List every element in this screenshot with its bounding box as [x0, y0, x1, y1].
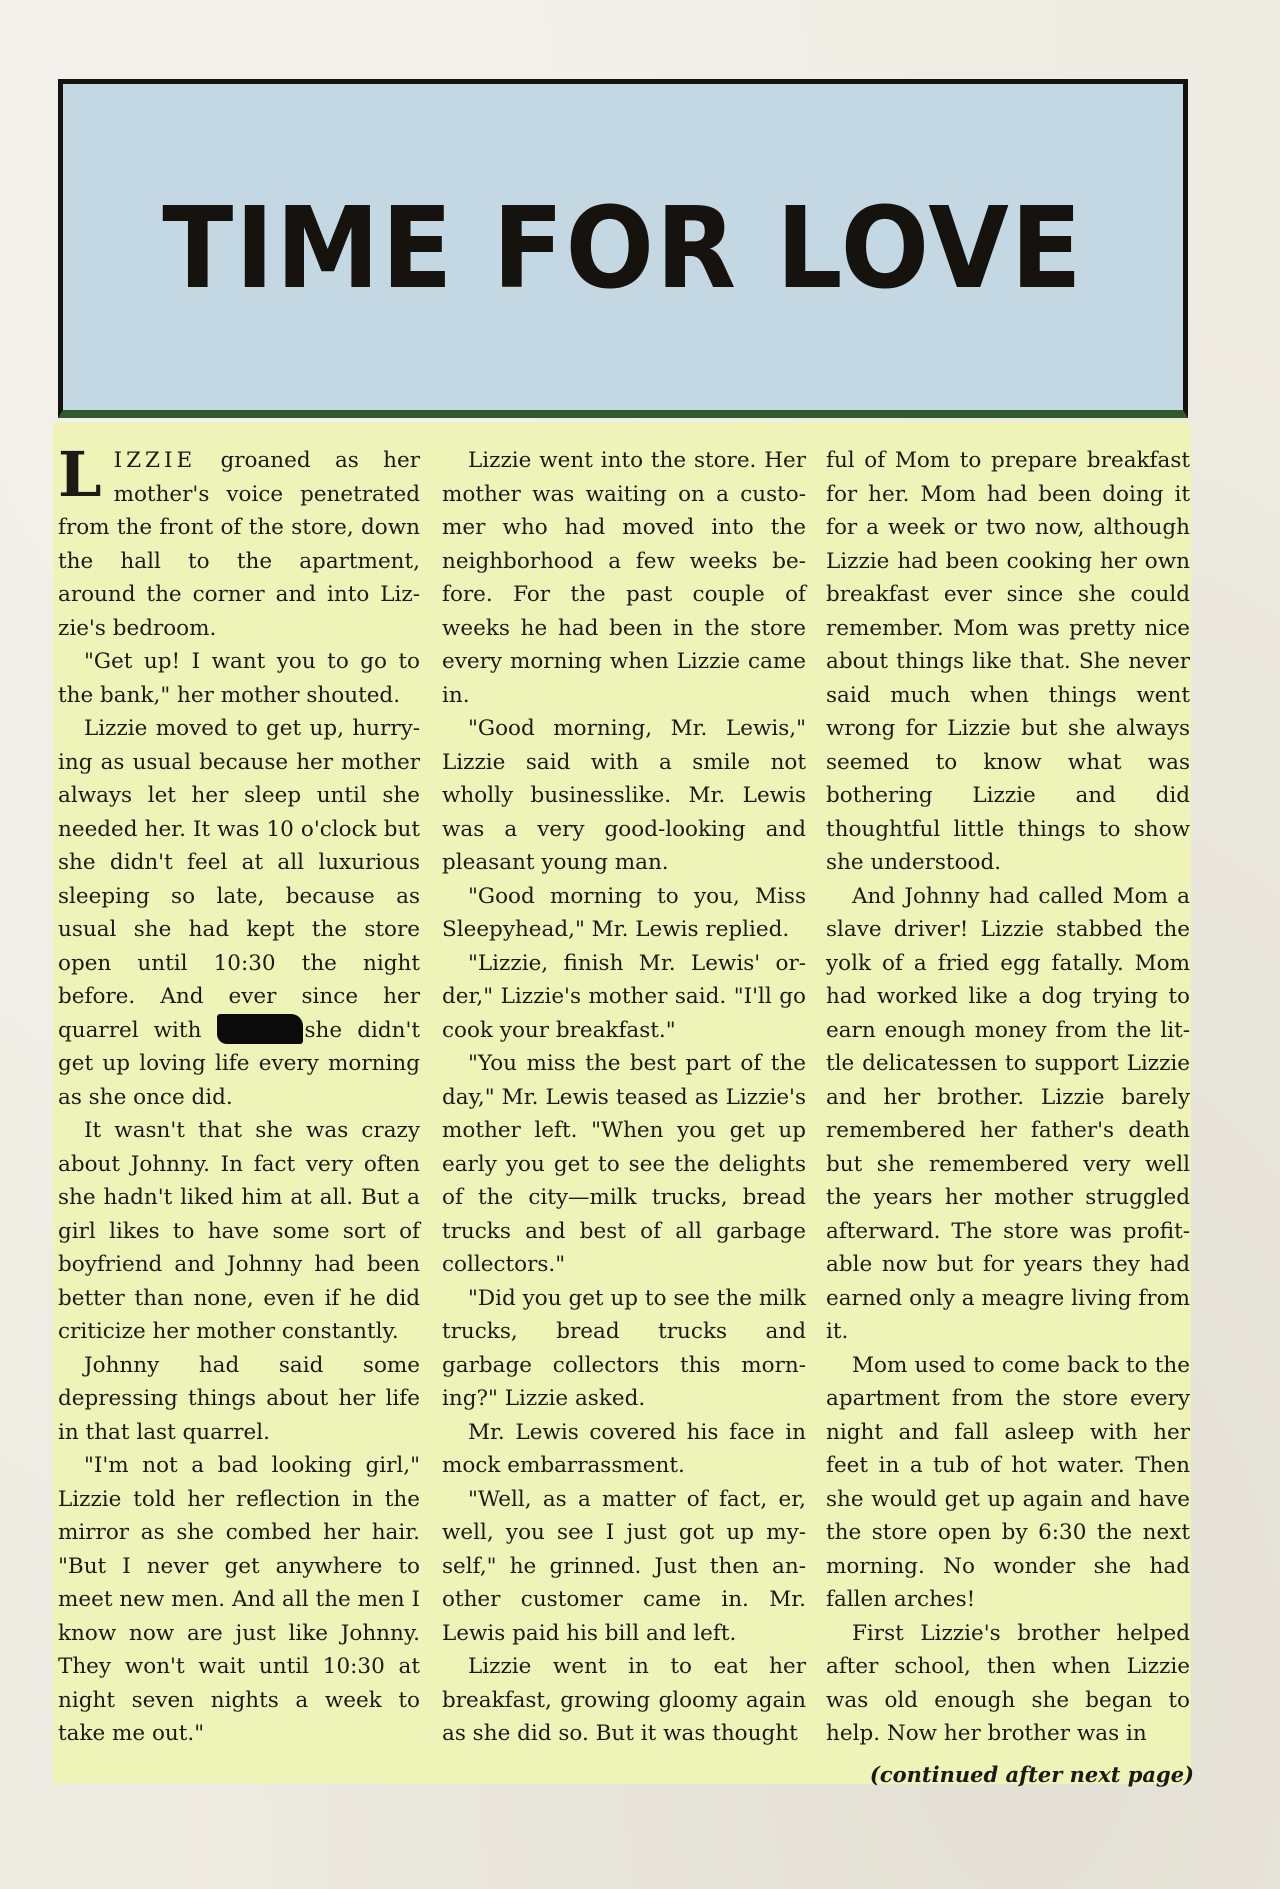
- paragraph: [58, 438, 420, 645]
- paragraph: It wasn't that she was crazy about Johnny. In fact very often she hadn't liked him at all. But a girl likes to have some sort of boyfriend and Johnny had been better than none, even if he did criticize her mother constantly.: [58, 1118, 420, 1344]
- drop-cap: L: [58, 438, 102, 511]
- paragraph: Lizzie went into the store. Her mother was waiting on a customer who had moved into the neighborhood a few weeks before. For the past couple of weeks he had been in the store every morning when Lizzie came in.: [442, 448, 806, 708]
- paragraph: [58, 712, 420, 1114]
- paragraph: And Johnny had called Mom a slave driver! Lizzie stabbed the yolk of a fried egg fatally. Mom had worked like a dog trying to earn enough money from the little delicatessen to support Lizzie and her brother. Lizzie barely remembered her father's death but she remembered very well the years her mother struggled afterward. The store was profitable now but for years they had earned only a meagre living from it.: [826, 883, 1190, 1344]
- story-column-2: [442, 444, 806, 1751]
- paragraph: Lizzie went in to eat her breakfast, growing gloomy again as she did so. But it was thought: [442, 1654, 806, 1746]
- paragraph-text: Lizzie moved to get up, hurrying as usual because her mother always let her sleep until she needed her. It was 10 o'clock but she didn't feel at all luxurious sleeping so late, because as usual she had kept the store open until 10:30 the night before. And ever since her quarrel with: [58, 716, 420, 1043]
- redaction-mark: [217, 1014, 303, 1044]
- paragraph: "Good morning to you, Miss Sleepyhead," Mr. Lewis replied.: [442, 883, 806, 942]
- paragraph: Johnny had said some depressing things about her life in that last quarrel.: [58, 1352, 420, 1445]
- paragraph: "Lizzie, finish Mr. Lewis' order," Lizzie's mother said. "I'll go cook your breakfast.": [442, 950, 806, 1043]
- continued-note: (continued after next page): [869, 1762, 1194, 1787]
- first-word: IZZIE: [113, 448, 197, 473]
- paragraph-text: she didn't get up loving life every morning as she once did.: [58, 1017, 420, 1110]
- paragraph: ful of Mom to prepare breakfast for her. Mom had been doing it for a week or two now, although Lizzie had been cooking her own breakfast ever since she could remember. Mom was pretty nice about things like that. She never said much when things went wrong for Lizzie but she always seemed to know what was bothering Lizzie and did thoughtful little things to show she understood.: [826, 448, 1190, 875]
- paragraph-text: groaned as her mother's voice penetrated from the front of the store, down the hall to the apartment, around the corner and into Lizzie's bedroom.: [58, 448, 420, 641]
- paragraph: "Well, as a matter of fact, er, well, you see I just got up myself," he grinned. Just then another customer came in. Mr. Lewis paid his bill and left.: [442, 1486, 806, 1646]
- story-title: TIME FOR LOVE: [162, 184, 1084, 314]
- paragraph: "I'm not a bad looking girl," Lizzie told her reflection in the mirror as she combed her hair. "But I never get anywhere to meet new men. And all the men I know now are just like Johnny. They won't wait until 10:30 at night seven nights a week to take me out.": [58, 1453, 420, 1746]
- paragraph: "Good morning, Mr. Lewis," Lizzie said with a smile not wholly businesslike. Mr. Lewis was a very good-looking and pleasant young man.: [442, 716, 806, 875]
- paragraph: "You miss the best part of the day," Mr. Lewis teased as Lizzie's mother left. "When you get up early you get to see the delights of the city—milk trucks, bread trucks and best of all garbage collectors.": [442, 1051, 806, 1277]
- paragraph: "Did you get up to see the milk trucks, bread trucks and garbage collectors this morning?" Lizzie asked.: [442, 1285, 806, 1411]
- paragraph: Mr. Lewis covered his face in mock embarrassment.: [442, 1419, 806, 1478]
- title-banner: [58, 79, 1188, 418]
- paragraph: First Lizzie's brother helped after school, then when Lizzie was old enough she began to help. Now her brother was in: [826, 1620, 1190, 1746]
- story-column-1: [58, 438, 420, 1751]
- paragraph: "Get up! I want you to go to the bank," her mother shouted.: [58, 649, 420, 708]
- paragraph: Mom used to come back to the apartment from the store every night and fall asleep with her feet in a tub of hot water. Then she would get up again and have the store open by 6:30 the next morning. No wonder she had fallen arches!: [826, 1352, 1190, 1612]
- story-column-3: [826, 444, 1190, 1751]
